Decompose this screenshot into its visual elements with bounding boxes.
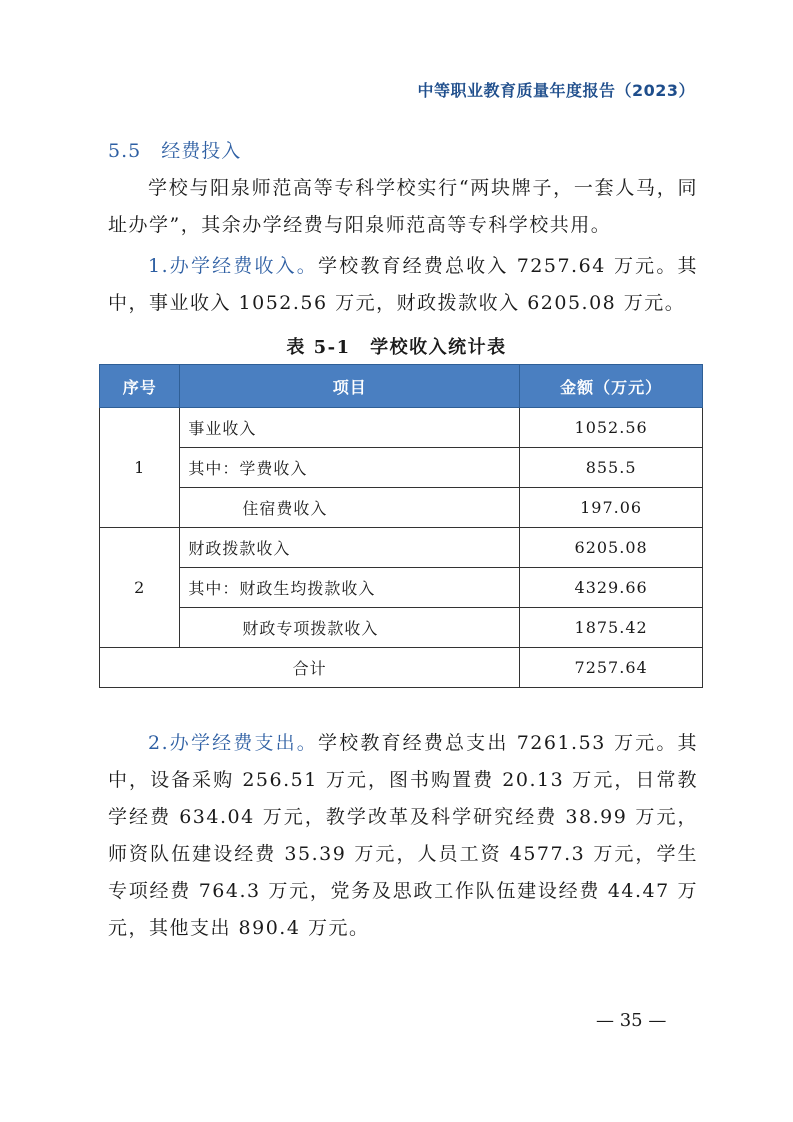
table-title: 表 5-1 学校收入统计表 xyxy=(286,337,507,358)
table-total-row xyxy=(100,648,703,688)
row-item: 事业收入 xyxy=(180,408,520,448)
header-item: 项目 xyxy=(180,365,520,408)
table-row xyxy=(100,568,703,608)
income-heading: 1.办学经费收入。 xyxy=(148,255,318,277)
row-item: 财政拨款收入 xyxy=(180,528,520,568)
expense-body: 学校教育经费总支出 7261.53 万元。其中，设备采购 256.51 万元，图书购置费 20.13 万元，日常教学经费 634.04 万元，教学改革及科学研究经费 38.99 万元，师资队伍建设经费 35.39 万元，人员工资 4577.3 万元，学生专项经费 764.3 万元，党务及思政工作队伍建设经费 44.47 万元，其他支出 890.4 万元。 xyxy=(108,732,698,939)
row-amount: 1052.56 xyxy=(520,408,703,448)
intro-paragraph: 学校与阳泉师范高等专科学校实行“两块牌子，一套人马，同址办学”，其余办学经费与阳泉师范高等专科学校共用。 xyxy=(108,177,698,236)
total-label: 合计 xyxy=(100,648,520,688)
income-body: 学校教育经费总收入 7257.64 万元。其中，事业收入 1052.56 万元，财政拨款收入 6205.08 万元。 xyxy=(108,255,698,314)
running-header: 中等职业教育质量年度报告（2023） xyxy=(417,81,695,100)
header-amount: 金额（万元） xyxy=(520,365,703,408)
expense-heading: 2.办学经费支出。 xyxy=(148,732,318,754)
table-row xyxy=(100,448,703,488)
table-row xyxy=(100,408,703,448)
total-amount: 7257.64 xyxy=(520,648,703,688)
table-row xyxy=(100,488,703,528)
table-row xyxy=(100,528,703,568)
page-number: — 35 — xyxy=(596,1010,667,1031)
income-table xyxy=(99,364,703,688)
table-header-row xyxy=(100,365,703,408)
section-title: 5.5 经费投入 xyxy=(108,140,242,162)
row-amount: 197.06 xyxy=(520,488,703,528)
group-number: 2 xyxy=(100,528,180,648)
row-amount: 6205.08 xyxy=(520,528,703,568)
row-item: 其中：财政生均拨款收入 xyxy=(180,568,520,608)
row-amount: 1875.42 xyxy=(520,608,703,648)
row-item: 财政专项拨款收入 xyxy=(180,608,520,648)
group-number: 1 xyxy=(100,408,180,528)
expense-paragraph xyxy=(108,725,698,947)
row-amount: 855.5 xyxy=(520,448,703,488)
row-item: 住宿费收入 xyxy=(180,488,520,528)
row-item: 其中：学费收入 xyxy=(180,448,520,488)
row-amount: 4329.66 xyxy=(520,568,703,608)
table-row xyxy=(100,608,703,648)
income-paragraph xyxy=(108,248,698,322)
header-no: 序号 xyxy=(100,365,180,408)
